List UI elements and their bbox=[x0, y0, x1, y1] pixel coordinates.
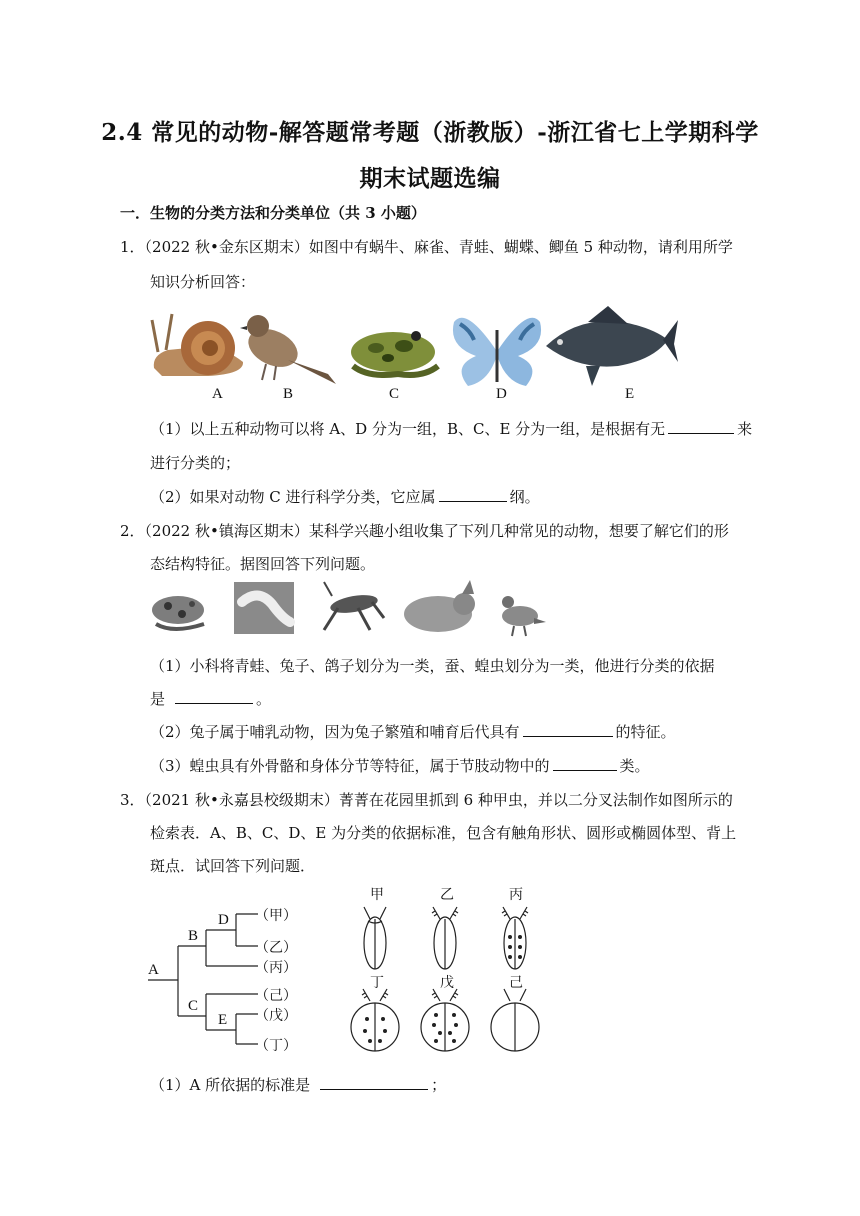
q2-part1-cont bbox=[150, 688, 271, 709]
animal-label-d: D bbox=[496, 386, 507, 402]
q2-stem: 2．（2022 秋•镇海区期末）某科学兴趣小组收集了下列几种常见的动物，想要了解它们的形 bbox=[120, 522, 729, 540]
beetle-name-ji: 己 bbox=[509, 976, 523, 991]
q2-part1-end: 。 bbox=[256, 690, 272, 708]
rabbit-image bbox=[404, 580, 475, 632]
animal-label-e: E bbox=[625, 386, 635, 402]
beetle-name-ding: 丁 bbox=[370, 976, 384, 991]
tree-leaf-ji: （己） bbox=[255, 989, 297, 1004]
q1-stem-cont: 知识分析回答： bbox=[150, 273, 256, 291]
q1-part1-cont: 进行分类的； bbox=[150, 454, 241, 472]
tree-node-d: D bbox=[218, 912, 229, 928]
q1-animals-figure bbox=[148, 300, 678, 400]
q3-part1 bbox=[150, 1074, 446, 1095]
sparrow-image bbox=[240, 315, 336, 384]
doc-title-line1: 2.4 常见的动物-解答题常考题（浙教版）-浙江省七上学期科学 bbox=[101, 119, 759, 146]
q2-part3-end: 类。 bbox=[619, 757, 650, 775]
locust-image bbox=[324, 582, 384, 630]
q1-part1-end: 来 bbox=[737, 420, 753, 438]
q3-stem: 3．（2021 秋•永嘉县校级期末）菁菁在花园里抓到 6 种甲虫，并以二分叉法制作如图所示的 bbox=[120, 791, 733, 809]
beetle-name-yi: 乙 bbox=[440, 888, 454, 903]
beetle-bing bbox=[502, 907, 528, 969]
q2-part1-word: 是 bbox=[150, 690, 166, 708]
answer-blank[interactable] bbox=[553, 756, 617, 771]
q1-part2-text: （2）如果对动物 C 进行科学分类，它应属 bbox=[150, 488, 436, 506]
beetle-ding bbox=[351, 989, 399, 1051]
section-heading: 一．生物的分类方法和分类单位（共 3 小题） bbox=[120, 204, 426, 222]
beetle-wu bbox=[421, 989, 469, 1051]
q1-stem: 1．（2022 秋•金东区期末）如图中有蜗牛、麻雀、青蛙、蝴蝶、鲫鱼 5 种动物，请利用所学 bbox=[120, 238, 733, 256]
answer-blank[interactable] bbox=[320, 1075, 428, 1090]
answer-blank[interactable] bbox=[175, 689, 253, 704]
q2-part2 bbox=[150, 721, 676, 742]
q1-part2 bbox=[150, 486, 540, 507]
animal-label-c: C bbox=[389, 386, 400, 402]
frog-image bbox=[351, 331, 438, 375]
tree-leaf-jia: （甲） bbox=[255, 909, 297, 924]
answer-blank[interactable] bbox=[523, 722, 613, 737]
tree-node-e: E bbox=[218, 1012, 228, 1028]
frog-image bbox=[152, 596, 204, 629]
answer-blank[interactable] bbox=[668, 419, 734, 434]
beetle-figure bbox=[350, 905, 540, 1060]
pigeon-image bbox=[502, 596, 546, 636]
q3-stem-cont: 检索表．A、B、C、D、E 为分类的依据标准，包含有触角形状、圆形或椭圆体型、背上 bbox=[150, 824, 737, 842]
q2-part2-text: （2）兔子属于哺乳动物，因为兔子繁殖和哺育后代具有 bbox=[150, 723, 520, 741]
q1-part1-text: （1）以上五种动物可以将 A、D 分为一组，B、C、E 分为一组，是根据有无 bbox=[150, 420, 666, 438]
tree-leaf-bing: （丙） bbox=[255, 961, 297, 976]
q1-part1 bbox=[150, 418, 752, 439]
q2-animals-figure bbox=[148, 578, 548, 640]
silkworm-image bbox=[234, 582, 294, 634]
answer-blank[interactable] bbox=[439, 487, 507, 502]
q3-part1-text: （1）A 所依据的标准是 bbox=[150, 1076, 311, 1094]
beetle-name-bing: 丙 bbox=[509, 888, 523, 903]
tree-leaf-ding: （丁） bbox=[255, 1039, 297, 1054]
beetle-name-jia: 甲 bbox=[370, 888, 384, 903]
tree-leaf-yi: （乙） bbox=[255, 941, 297, 956]
fish-image bbox=[546, 306, 678, 386]
animal-label-a: A bbox=[212, 386, 223, 402]
q2-part3 bbox=[150, 755, 650, 776]
beetle-yi bbox=[432, 907, 458, 969]
beetle-name-wu: 戊 bbox=[440, 976, 454, 991]
q2-part1: （1）小科将青蛙、兔子、鸽子划分为一类，蚕、蝗虫划分为一类，他进行分类的依据 bbox=[150, 657, 715, 675]
doc-title-line2: 期末试题选编 bbox=[359, 165, 501, 192]
tree-leaf-wu: （戊） bbox=[255, 1009, 297, 1024]
beetle-jia bbox=[364, 907, 386, 969]
tree-node-c: C bbox=[188, 998, 199, 1014]
q3-stem-cont2: 斑点．试回答下列问题． bbox=[150, 857, 316, 875]
tree-node-b: B bbox=[188, 928, 199, 944]
q2-part3-text: （3）蝗虫具有外骨骼和身体分节等特征，属于节肢动物中的 bbox=[150, 757, 550, 775]
q3-part1-end: ； bbox=[431, 1076, 447, 1094]
tree-node-a: A bbox=[148, 962, 159, 978]
q2-part2-end: 的特征。 bbox=[615, 723, 676, 741]
butterfly-image bbox=[453, 318, 541, 386]
snail-image bbox=[152, 314, 243, 376]
q1-part2-end: 纲。 bbox=[509, 488, 540, 506]
q2-stem-cont: 态结构特征。据图回答下列问题。 bbox=[150, 555, 376, 573]
beetle-ji bbox=[491, 989, 539, 1051]
animal-label-b: B bbox=[283, 386, 294, 402]
